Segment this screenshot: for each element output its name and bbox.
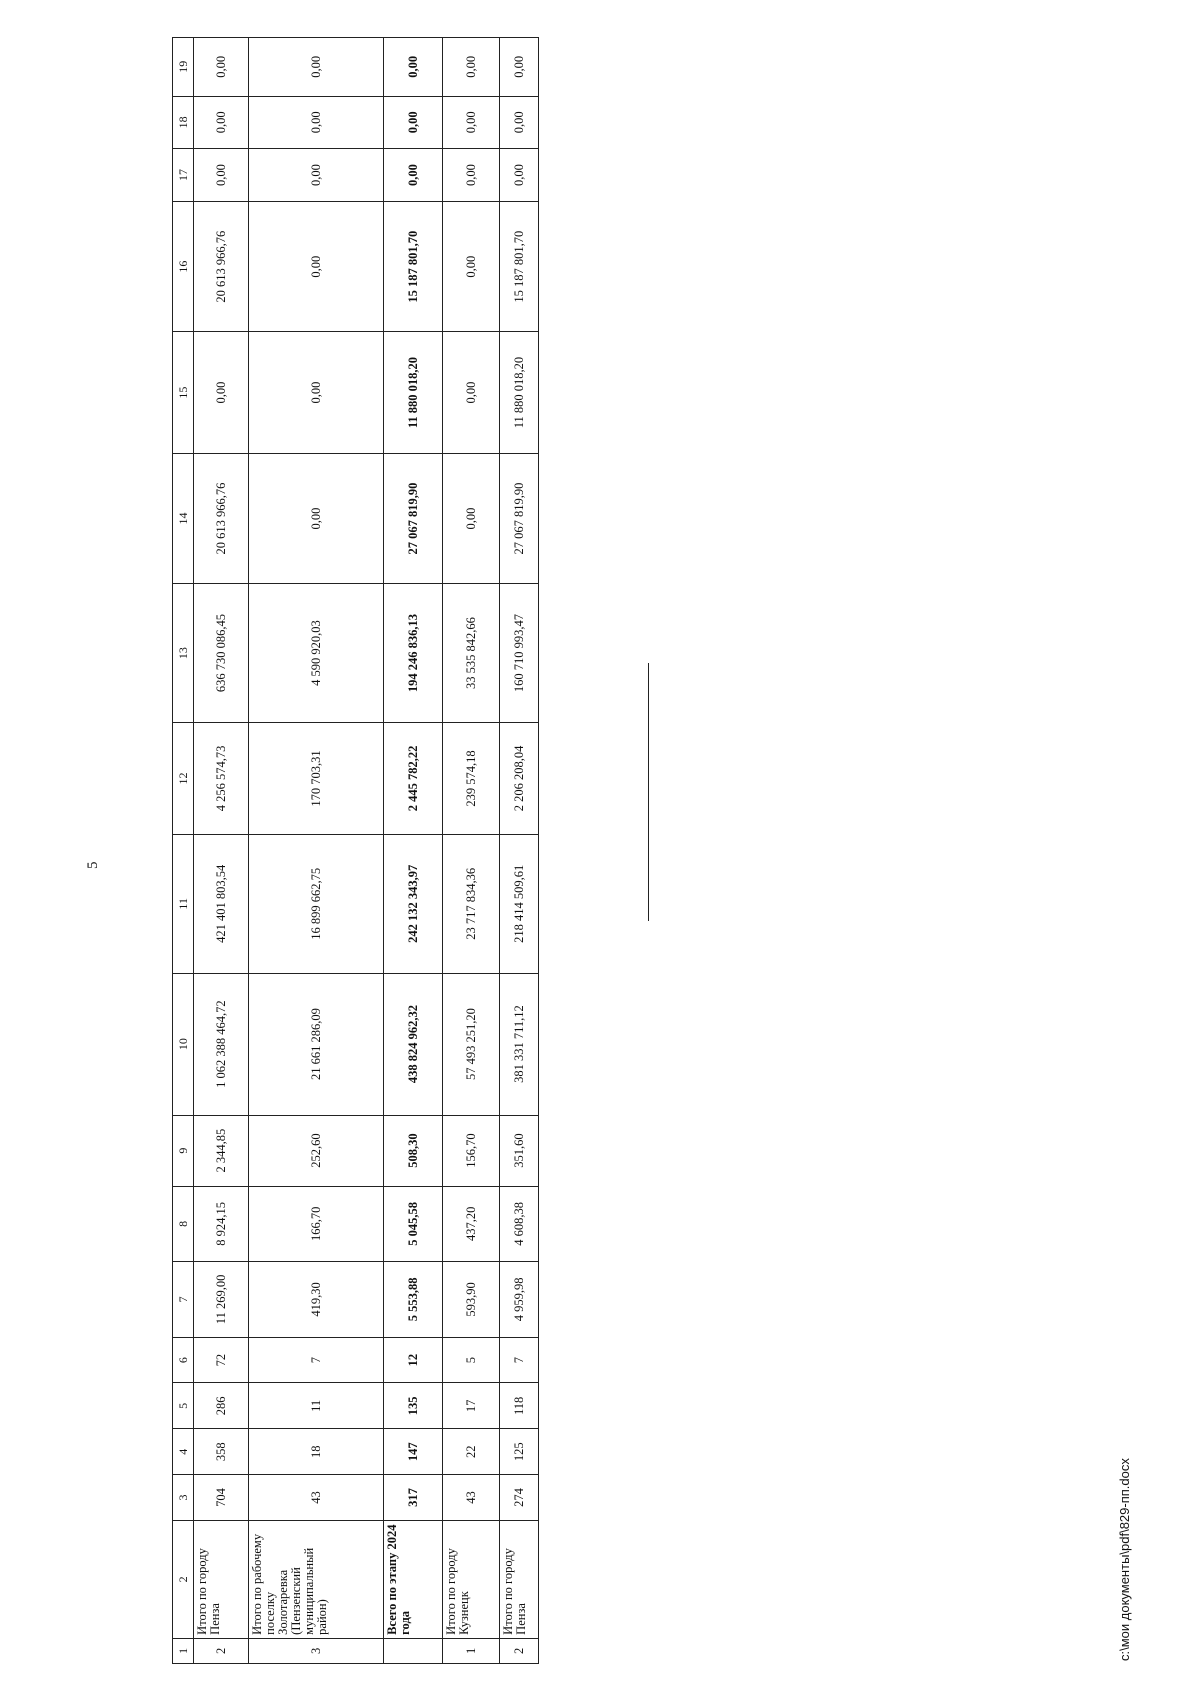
table-cell: 118	[500, 1383, 539, 1429]
table-cell: 704	[194, 1475, 249, 1521]
table-cell: 21 661 286,09	[249, 973, 384, 1115]
table-cell: 156,70	[443, 1115, 500, 1186]
row-name-cell: Итого по городу Пенза	[194, 1520, 249, 1638]
table-cell: 8 924,15	[194, 1186, 249, 1262]
row-name-cell: Итого по городу Кузнецк	[443, 1520, 500, 1638]
table-cell: 0,00	[194, 332, 249, 453]
header-cell: 2	[173, 1520, 194, 1638]
header-cell: 7	[173, 1262, 194, 1338]
table-cell: 22	[443, 1429, 500, 1475]
table-cell: 358	[194, 1429, 249, 1475]
table-cell: 43	[443, 1475, 500, 1521]
table-cell: 11 880 018,20	[384, 332, 443, 453]
table-cell: 7	[249, 1337, 384, 1383]
table-cell: 252,60	[249, 1115, 384, 1186]
table-cell: 27 067 819,90	[384, 453, 443, 584]
table-cell: 2 445 782,22	[384, 722, 443, 834]
separator-line	[648, 663, 649, 921]
page-number: 5	[85, 861, 101, 869]
table-cell: 0,00	[443, 96, 500, 149]
table-cell: 135	[384, 1383, 443, 1429]
table-cell: 218 414 509,61	[500, 835, 539, 974]
table-cell: 2	[500, 1638, 539, 1663]
header-cell: 8	[173, 1186, 194, 1262]
header-cell: 12	[173, 722, 194, 834]
table-cell: 421 401 803,54	[194, 835, 249, 974]
table-cell: 438 824 962,32	[384, 973, 443, 1115]
header-row	[173, 38, 194, 1664]
table-cell: 57 493 251,20	[443, 973, 500, 1115]
table-cell: 4 256 574,73	[194, 722, 249, 834]
table-cell: 1	[443, 1638, 500, 1663]
table-cell: 27 067 819,90	[500, 453, 539, 584]
table-cell: 33 535 842,66	[443, 584, 500, 723]
table-cell: 2	[194, 1638, 249, 1663]
header-cell: 10	[173, 973, 194, 1115]
table-cell: 5 553,88	[384, 1262, 443, 1338]
table-cell	[384, 1638, 443, 1663]
data-table	[172, 37, 539, 1664]
table-cell: 0,00	[500, 149, 539, 202]
table-cell: 0,00	[443, 38, 500, 97]
table-cell: 0,00	[249, 201, 384, 332]
table-cell: 0,00	[443, 201, 500, 332]
table-cell: 508,30	[384, 1115, 443, 1186]
table-cell: 274	[500, 1475, 539, 1521]
table-row	[249, 38, 384, 1664]
header-cell: 14	[173, 453, 194, 584]
table-cell: 0,00	[194, 38, 249, 97]
table-cell: 15 187 801,70	[500, 201, 539, 332]
table-cell: 242 132 343,97	[384, 835, 443, 974]
table-cell: 16 899 662,75	[249, 835, 384, 974]
table-cell: 381 331 711,12	[500, 973, 539, 1115]
row-name-cell: Итого по рабочему поселку Золотаревка (Пензенский муниципальный район)	[249, 1520, 384, 1638]
table-cell: 15 187 801,70	[384, 201, 443, 332]
table-row	[443, 38, 500, 1664]
table-cell: 11 269,00	[194, 1262, 249, 1338]
table-cell: 160 710 993,47	[500, 584, 539, 723]
table-cell: 2 344,85	[194, 1115, 249, 1186]
table-cell: 351,60	[500, 1115, 539, 1186]
footer-file-path: c:\мои документы\pdf\829-пп.docx	[1117, 1458, 1132, 1661]
table-cell: 0,00	[443, 332, 500, 453]
table-cell: 419,30	[249, 1262, 384, 1338]
table-cell: 72	[194, 1337, 249, 1383]
table-cell: 0,00	[249, 38, 384, 97]
table-cell: 0,00	[194, 149, 249, 202]
table-row	[194, 38, 249, 1664]
table-cell: 4 608,38	[500, 1186, 539, 1262]
table-cell: 4 959,98	[500, 1262, 539, 1338]
table-cell: 20 613 966,76	[194, 201, 249, 332]
table-cell: 593,90	[443, 1262, 500, 1338]
table-cell: 170 703,31	[249, 722, 384, 834]
table-cell: 17	[443, 1383, 500, 1429]
table-cell: 0,00	[384, 149, 443, 202]
table-cell: 317	[384, 1475, 443, 1521]
header-cell: 18	[173, 96, 194, 149]
header-cell: 15	[173, 332, 194, 453]
header-cell: 1	[173, 1638, 194, 1663]
table-cell: 20 613 966,76	[194, 453, 249, 584]
table-cell: 0,00	[194, 96, 249, 149]
header-cell: 13	[173, 584, 194, 723]
row-name-cell: Итого по городу Пенза	[500, 1520, 539, 1638]
table-cell: 1 062 388 464,72	[194, 973, 249, 1115]
header-cell: 16	[173, 201, 194, 332]
header-cell: 4	[173, 1429, 194, 1475]
header-cell: 9	[173, 1115, 194, 1186]
header-cell: 17	[173, 149, 194, 202]
header-cell: 5	[173, 1383, 194, 1429]
table-cell: 437,20	[443, 1186, 500, 1262]
table-cell: 23 717 834,36	[443, 835, 500, 974]
table-cell: 286	[194, 1383, 249, 1429]
table-cell: 11 880 018,20	[500, 332, 539, 453]
table-cell: 194 246 836,13	[384, 584, 443, 723]
table-cell: 18	[249, 1429, 384, 1475]
table-cell: 0,00	[443, 149, 500, 202]
table-cell: 0,00	[249, 453, 384, 584]
table-cell: 0,00	[384, 38, 443, 97]
header-cell: 11	[173, 835, 194, 974]
table-row	[500, 38, 539, 1664]
table-cell: 0,00	[500, 38, 539, 97]
row-name-cell: Всего по этапу 2024 года	[384, 1520, 443, 1638]
table-cell: 0,00	[249, 332, 384, 453]
table-cell: 239 574,18	[443, 722, 500, 834]
table-cell: 125	[500, 1429, 539, 1475]
total-row	[384, 38, 443, 1664]
table-cell: 0,00	[443, 453, 500, 584]
table-cell: 43	[249, 1475, 384, 1521]
table-cell: 2 206 208,04	[500, 722, 539, 834]
table-cell: 7	[500, 1337, 539, 1383]
table-cell: 5	[443, 1337, 500, 1383]
header-cell: 19	[173, 38, 194, 97]
table-cell: 0,00	[249, 149, 384, 202]
table-cell: 4 590 920,03	[249, 584, 384, 723]
header-cell: 3	[173, 1475, 194, 1521]
table-cell: 0,00	[384, 96, 443, 149]
table-cell: 0,00	[500, 96, 539, 149]
table-cell: 147	[384, 1429, 443, 1475]
table-cell: 166,70	[249, 1186, 384, 1262]
table-cell: 11	[249, 1383, 384, 1429]
table-cell: 636 730 086,45	[194, 584, 249, 723]
table-cell: 3	[249, 1638, 384, 1663]
table-cell: 12	[384, 1337, 443, 1383]
header-cell: 6	[173, 1337, 194, 1383]
table-cell: 0,00	[249, 96, 384, 149]
table-cell: 5 045,58	[384, 1186, 443, 1262]
